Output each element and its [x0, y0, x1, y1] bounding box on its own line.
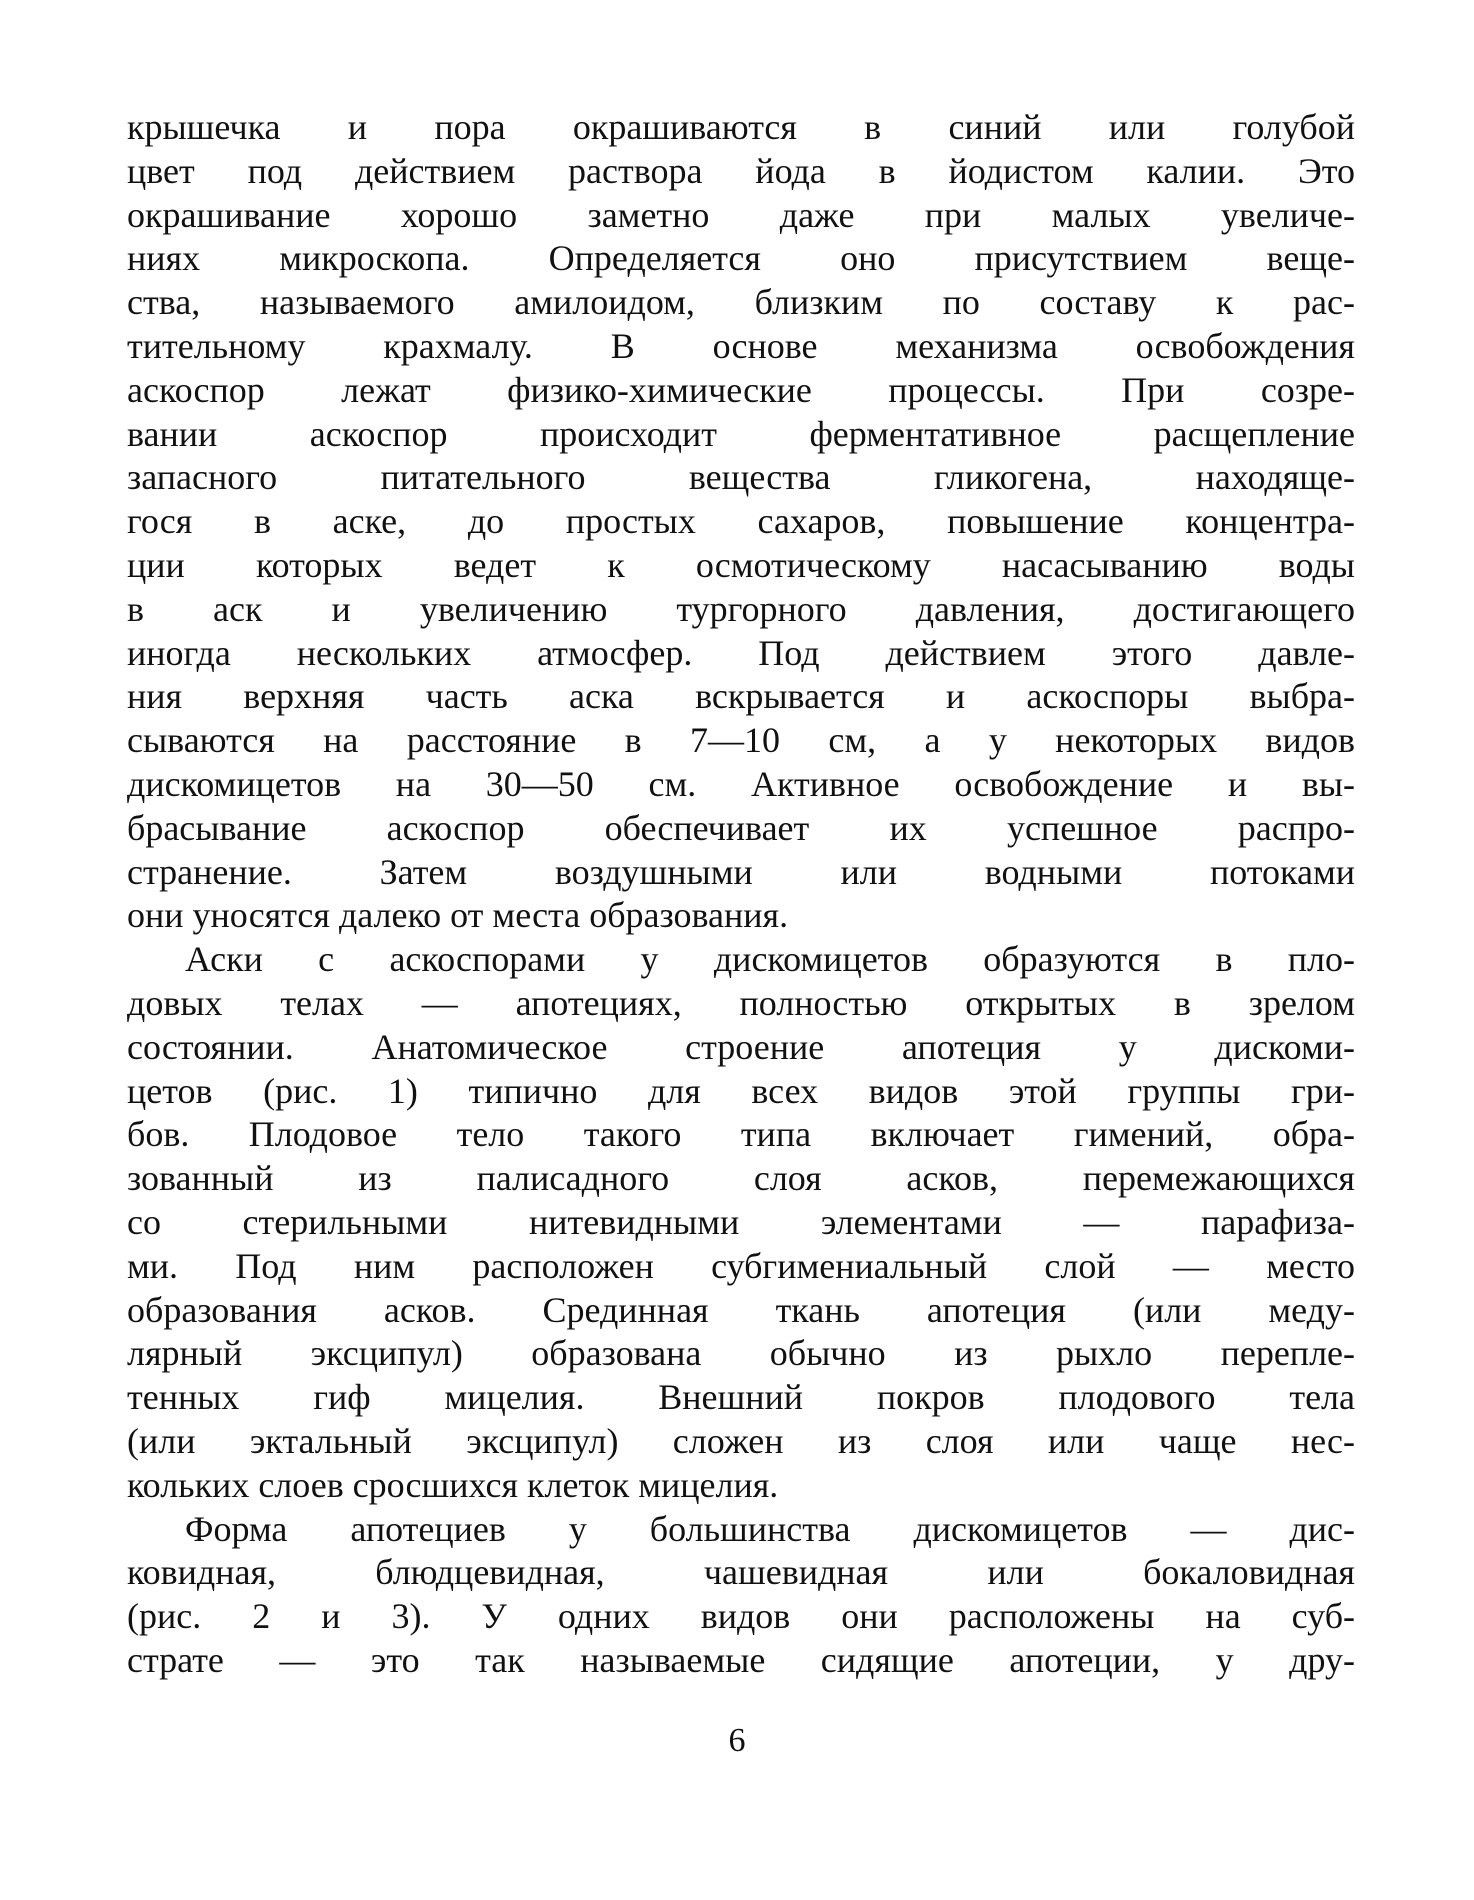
page-number: 6	[728, 1722, 746, 1759]
text-line: образования асков. Срединная ткань апотеция (или меду-	[127, 1289, 1355, 1330]
body-text	[127, 106, 1355, 1683]
text-line: брасывание аскоспор обеспечивает их успешное распро-	[127, 807, 1355, 848]
text-line: (или эктальный эксципул) сложен из слоя или чаще нес-	[127, 1420, 1355, 1461]
text-line: они уносятся далеко от места образования.	[127, 895, 789, 936]
text-line: в аск и увеличению тургорного давления, достигающего	[127, 588, 1355, 629]
text-line: довых телах — апотециях, полностью открытых в зрелом	[127, 982, 1355, 1023]
text-line: окрашивание хорошо заметно даже при малых увеличе-	[127, 194, 1355, 235]
text-line: аскоспор лежат физико-химические процессы. При созре-	[127, 369, 1355, 410]
text-line: Форма апотециев у большинства дискомицетов — дис-	[185, 1508, 1355, 1549]
text-line: Аски с аскоспорами у дискомицетов образуются в пло-	[185, 939, 1355, 980]
text-line: дискомицетов на 30—50 см. Активное освобождение и вы-	[127, 763, 1355, 804]
text-line: зованный из палисадного слоя асков, перемежающихся	[127, 1158, 1355, 1199]
text-line: странение. Затем воздушными или водными потоками	[127, 851, 1355, 892]
text-line: сываются на расстояние в 7—10 см, а у некоторых видов	[127, 720, 1355, 761]
text-line: лярный эксципул) образована обычно из рыхло перепле-	[127, 1333, 1355, 1374]
text-line: (рис. 2 и 3). У одних видов они расположены на суб-	[127, 1596, 1355, 1637]
text-line: ковидная, блюдцевидная, чашевидная или бокаловидная	[127, 1552, 1355, 1593]
text-line: кольких слоев сросшихся клеток мицелия.	[127, 1464, 779, 1505]
text-line: иногда нескольких атмосфер. Под действием этого давле-	[127, 632, 1355, 673]
text-line: запасного питательного вещества гликогена, находяще-	[127, 457, 1355, 498]
text-line: ции которых ведет к осмотическому насасыванию воды	[127, 544, 1355, 585]
text-line: вании аскоспор происходит ферментативное расщепление	[127, 413, 1355, 454]
text-line: крышечка и пора окрашиваются в синий или голубой	[127, 107, 1355, 147]
text-line: страте — это так называемые сидящие апотеции, у дру-	[127, 1639, 1355, 1680]
text-line: ства, называемого амилоидом, близким по составу к рас-	[127, 282, 1355, 323]
text-line: тенных гиф мицелия. Внешний покров плодового тела	[127, 1377, 1355, 1418]
text-line: состоянии. Анатомическое строение апотеция у дискоми-	[127, 1026, 1355, 1067]
text-line: ми. Под ним расположен субгимениальный слой — место	[127, 1245, 1355, 1286]
text-line: цетов (рис. 1) типично для всех видов этой группы гри-	[127, 1070, 1355, 1111]
text-line: ниях микроскопа. Определяется оно присутствием веще-	[127, 238, 1355, 279]
text-line: бов. Плодовое тело такого типа включает гимений, обра-	[127, 1114, 1355, 1155]
text-line: со стерильными нитевидными элементами — парафиза-	[127, 1201, 1355, 1242]
text-line: тительному крахмалу. В основе механизма освобождения	[127, 325, 1355, 366]
text-line: цвет под действием раствора йода в йодистом калии. Это	[127, 150, 1355, 191]
text-line: гося в аске, до простых сахаров, повышение концентра-	[127, 501, 1355, 542]
text-line: ния верхняя часть аска вскрывается и аскоспоры выбра-	[127, 676, 1355, 717]
